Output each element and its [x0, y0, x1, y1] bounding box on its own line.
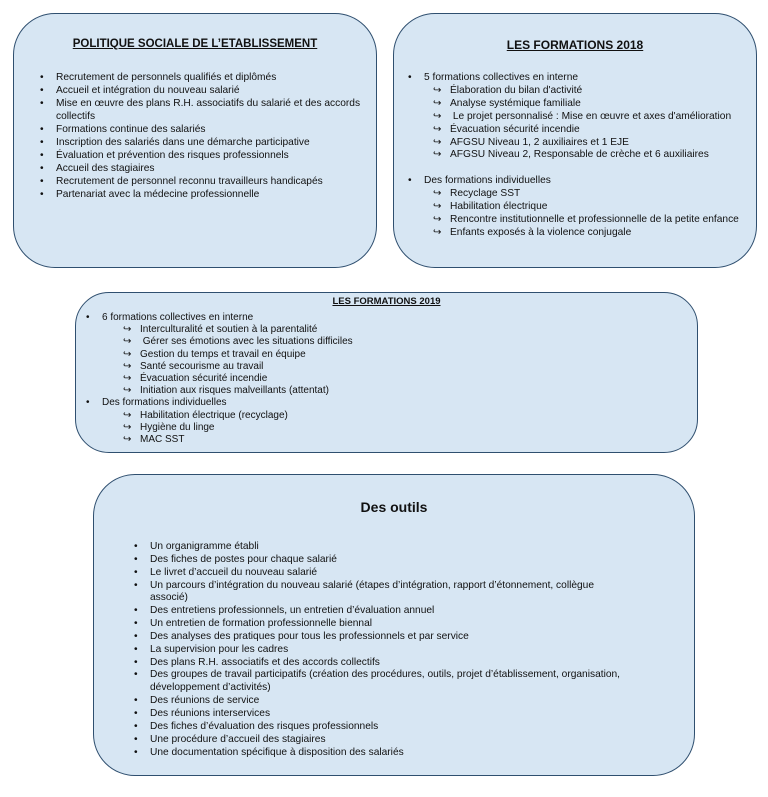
- list-item: ↪ AFGSU Niveau 2, Responsable de crèche et 6 auxiliaires: [450, 149, 756, 162]
- formations-2018-title: LES FORMATIONS 2018: [506, 38, 644, 52]
- list-item: • Évaluation et prévention des risques professionnels: [56, 149, 376, 162]
- list-item: • Accueil des stagiaires: [56, 162, 376, 175]
- list-item: ↪ Enfants exposés à la violence conjugale: [450, 227, 756, 240]
- list-item: • Des analyses des pratiques pour tous les professionnels et par service: [150, 631, 630, 644]
- list-item: ↪ Évacuation sécurité incendie: [450, 124, 756, 137]
- formations-2018-list: [424, 72, 756, 240]
- list-item: ↪ Santé secourisme au travail: [140, 361, 697, 373]
- list-item: • Une documentation spécifique à disposition des salariés: [150, 747, 630, 760]
- list-item: ↪ Gestion du temps et travail en équipe: [140, 349, 697, 361]
- list-item: ↪ AFGSU Niveau 1, 2 auxiliaires et 1 EJE: [450, 137, 756, 150]
- list-item: • Un parcours d’intégration du nouveau salarié (étapes d’intégration, rapport d’étonnement, collègue associé): [150, 580, 630, 606]
- group-items: [140, 324, 697, 397]
- list-item: • Recrutement de personnels qualifiés et diplômés: [56, 71, 376, 84]
- list-item: • Des réunions interservices: [150, 708, 630, 721]
- list-item: • Des fiches d’évaluation des risques professionnels: [150, 721, 630, 734]
- formations-2018-box: [393, 13, 757, 268]
- list-item: ↪ Rencontre institutionnelle et professionnelle de la petite enfance: [450, 214, 756, 227]
- list-item: • Accueil et intégration du nouveau salarié: [56, 84, 376, 97]
- list-item: ↪ Habilitation électrique: [450, 201, 756, 214]
- list-item: ↪ Gérer ses émotions avec les situations difficiles: [140, 336, 697, 348]
- outils-title: Des outils: [360, 499, 428, 515]
- list-item: ↪ Évacuation sécurité incendie: [140, 373, 697, 385]
- outils-box: [93, 474, 695, 776]
- group-label: • Des formations individuelles ↪ Recyclage SST ↪ Habilitation électrique ↪ Rencontre institutionnelle et professionnelle de la petite enfance ↪ Enfants exposés à la violence conjugale: [424, 175, 756, 240]
- list-item: • Des plans R.H. associatifs et des accords collectifs: [150, 657, 630, 670]
- list-item: • Partenariat avec la médecine professionnelle: [56, 188, 376, 201]
- list-item: • Une procédure d’accueil des stagiaires: [150, 734, 630, 747]
- list-item: ↪ Élaboration du bilan d'activité: [450, 85, 756, 98]
- group-label: • 5 formations collectives en interne ↪ Élaboration du bilan d'activité ↪ Analyse systémique familiale ↪ Le projet personnalisé : Mise en œuvre et axes d'amélioration ↪ Évacuation sécurité incendie ↪ AFGSU Niveau 1, 2 auxiliaires et 1 EJE ↪ AFGSU Niveau 2, Responsable de crèche et 6 auxiliaires: [424, 72, 756, 162]
- list-item: ↪ Initiation aux risques malveillants (attentat): [140, 385, 697, 397]
- group-items: [450, 188, 756, 240]
- list-item: • Des fiches de postes pour chaque salarié: [150, 554, 630, 567]
- spacer: [424, 162, 756, 175]
- list-item: • Formations continue des salariés: [56, 123, 376, 136]
- list-item: • La supervision pour les cadres: [150, 644, 630, 657]
- group-items: [450, 85, 756, 162]
- list-item: ↪ Recyclage SST: [450, 188, 756, 201]
- list-item: • Un organigramme établi: [150, 541, 630, 554]
- list-item: • Inscription des salariés dans une démarche participative: [56, 136, 376, 149]
- list-item: • Un entretien de formation professionnelle biennal: [150, 618, 630, 631]
- list-item: • Recrutement de personnel reconnu travailleurs handicapés: [56, 175, 376, 188]
- politique-sociale-list: [56, 71, 376, 201]
- outils-list: [150, 541, 630, 759]
- list-item: ↪ Habilitation électrique (recyclage): [140, 410, 697, 422]
- list-item: ↪ MAC SST: [140, 434, 697, 446]
- formations-2019-title: LES FORMATIONS 2019: [332, 296, 441, 307]
- formations-2019-box: [75, 292, 698, 453]
- list-item: • Le livret d’accueil du nouveau salarié: [150, 567, 630, 580]
- list-item: ↪ Hygiène du linge: [140, 422, 697, 434]
- list-item: ↪ Analyse systémique familiale: [450, 98, 756, 111]
- formations-2019-list: [102, 312, 697, 446]
- politique-sociale-box: [13, 13, 377, 268]
- list-item: ↪ Le projet personnalisé : Mise en œuvre et axes d'amélioration: [450, 111, 756, 124]
- group-items: [140, 410, 697, 447]
- list-item: ↪ Interculturalité et soutien à la parentalité: [140, 324, 697, 336]
- list-item: • Des entretiens professionnels, un entretien d’évaluation annuel: [150, 605, 630, 618]
- list-item: • Des groupes de travail participatifs (création des procédures, outils, projet d’établissement, organisation, développement d’activités): [150, 669, 630, 695]
- group-label: • 6 formations collectives en interne ↪ Interculturalité et soutien à la parentalité ↪ Gérer ses émotions avec les situations difficiles ↪ Gestion du temps et travail en équipe ↪ Santé secourisme au travail ↪ Évacuation sécurité incendie ↪ Initiation aux risques malveillants (attentat): [102, 312, 697, 397]
- group-label: • Des formations individuelles ↪ Habilitation électrique (recyclage) ↪ Hygiène du linge ↪ MAC SST: [102, 397, 697, 446]
- politique-sociale-title: POLITIQUE SOCIALE DE L’ETABLISSEMENT: [72, 38, 318, 50]
- list-item: • Mise en œuvre des plans R.H. associatifs du salarié et des accords collectifs: [56, 97, 376, 123]
- list-item: • Des réunions de service: [150, 695, 630, 708]
